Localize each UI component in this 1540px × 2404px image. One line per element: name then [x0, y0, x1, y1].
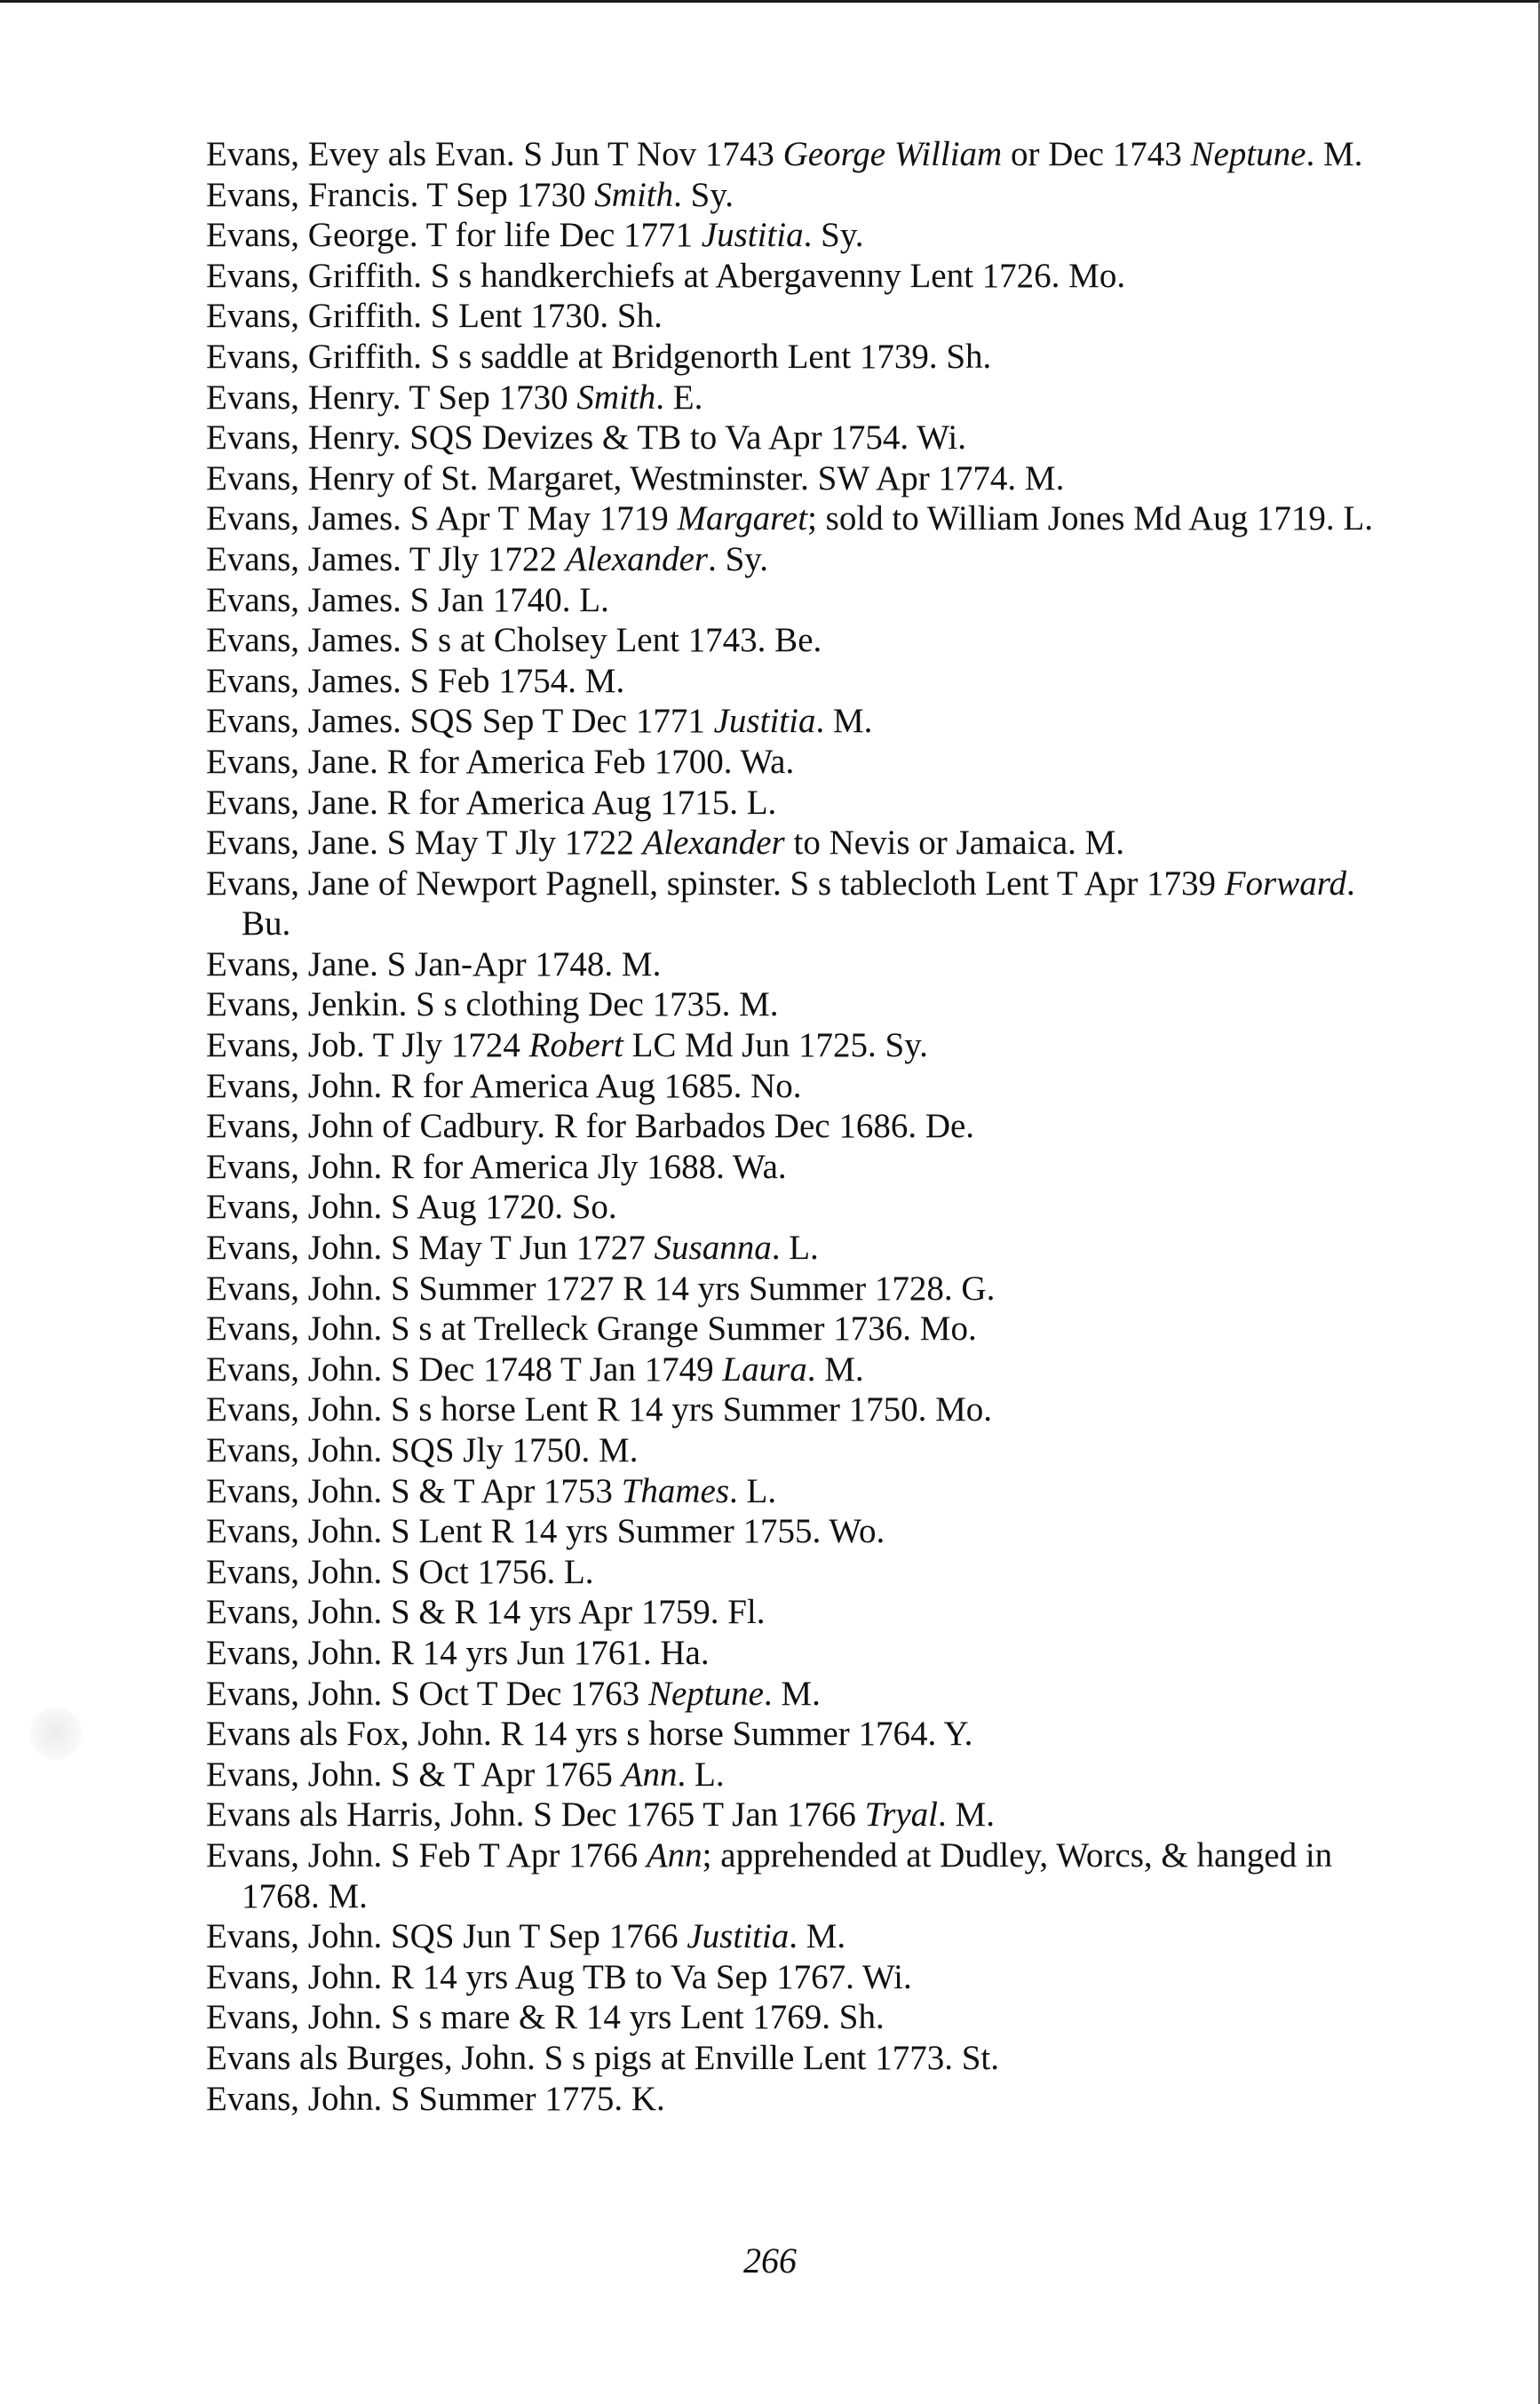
- entry-text: or Dec 1743: [1002, 135, 1191, 173]
- entry: [206, 1269, 1396, 1309]
- entry: [206, 1106, 1396, 1147]
- ship-name: Robert: [528, 1026, 623, 1065]
- entry-text: ; sold to William Jones Md Aug 1719. L.: [807, 499, 1373, 538]
- entry-text: . Bu.: [242, 864, 1355, 943]
- entry: [206, 378, 1396, 418]
- entry-text: . E.: [655, 378, 703, 417]
- entry-text: Evans, John. S Summer 1775. K.: [206, 2079, 665, 2118]
- entry-text: Evans, John. SQS Jly 1750. M.: [206, 1431, 639, 1469]
- ship-name: Justitia: [713, 702, 816, 741]
- entry-text: Evans, James. SQS Sep T Dec 1771: [206, 702, 714, 741]
- entry: [206, 337, 1396, 378]
- entry-text: . Sy.: [673, 175, 734, 214]
- entry: [206, 134, 1396, 175]
- ship-name: Alexander: [565, 539, 709, 578]
- entry-text: Evans, John. S May T Jun 1727: [206, 1229, 655, 1268]
- entry-list: [206, 134, 1396, 2119]
- entry-text: Evans, James. T Jly 1722: [206, 539, 566, 578]
- ship-name: Ann: [646, 1835, 703, 1875]
- entry-text: Evans, Jane. R for America Feb 1700. Wa.: [206, 742, 795, 781]
- ship-name: Neptune: [1190, 135, 1306, 173]
- entry-text: Evans, Jenkin. S s clothing Dec 1735. M.: [206, 985, 779, 1024]
- entry: [206, 418, 1396, 458]
- entry: [206, 498, 1396, 539]
- entry-text: Evans, Francis. T Sep 1730: [206, 175, 595, 214]
- entry-text: . M.: [806, 1349, 864, 1389]
- entry-text: . L.: [729, 1471, 777, 1510]
- entry: [206, 458, 1396, 499]
- ship-name: Neptune: [647, 1674, 764, 1713]
- entry-text: Evans, Henry of St. Margaret, Westminster. SW Apr 1774. M.: [206, 458, 1065, 498]
- ship-name: Margaret: [677, 499, 808, 538]
- entry: [206, 944, 1396, 985]
- entry: [206, 1025, 1396, 1066]
- entry-text: Evans, Griffith. S s handkerchiefs at Abergavenny Lent 1726. Mo.: [206, 256, 1126, 295]
- entry-text: Evans, Griffith. S s saddle at Bridgenorth Lent 1739. Sh.: [206, 337, 992, 376]
- entry: [206, 1835, 1396, 1916]
- ship-name: Ann: [621, 1755, 678, 1794]
- entry-text: to Nevis or Jamaica. M.: [784, 824, 1125, 863]
- ship-name: Justitia: [701, 216, 804, 255]
- ship-name: Alexander: [642, 824, 785, 863]
- entry: [206, 1511, 1396, 1552]
- entry: [206, 539, 1396, 580]
- ship-name: Laura: [722, 1349, 807, 1389]
- entry: [206, 864, 1396, 944]
- entry-text: . M.: [763, 1674, 821, 1713]
- ship-name: Justitia: [687, 1917, 790, 1956]
- entry: [206, 2038, 1396, 2079]
- entry: [206, 215, 1396, 256]
- entry-text: Evans, James. S Apr T May 1719: [206, 499, 678, 538]
- entry-text: . M.: [938, 1795, 995, 1835]
- ship-name: George William: [782, 135, 1003, 173]
- entry-text: Evans, John. S Oct T Dec 1763: [206, 1674, 648, 1713]
- entry-text: Evans, John. S & T Apr 1753: [206, 1471, 622, 1510]
- entry-text: Evans als Harris, John. S Dec 1765 T Jan 1766: [206, 1795, 865, 1835]
- entry-text: Evans, James. S Feb 1754. M.: [206, 661, 625, 700]
- entry-text: ; apprehended at Dudley, Worcs, & hanged in 1768. M.: [242, 1835, 1333, 1915]
- entry-text: Evans, George. T for life Dec 1771: [206, 216, 702, 255]
- entry: [206, 1471, 1396, 1512]
- entry-text: Evans, John of Cadbury. R for Barbados Dec 1686. De.: [206, 1107, 975, 1146]
- entry-text: Evans als Fox, John. R 14 yrs s horse Summer 1764. Y.: [206, 1715, 973, 1754]
- entry-text: Evans, Griffith. S Lent 1730. Sh.: [206, 297, 663, 336]
- entry-text: Evans, Jane. S May T Jly 1722: [206, 824, 643, 863]
- entry: [206, 1674, 1396, 1715]
- entry-text: Evans, Henry. SQS Devizes & TB to Va Apr 1754. Wi.: [206, 418, 967, 458]
- entry-text: . M.: [815, 702, 873, 741]
- page-number: 266: [743, 2241, 797, 2281]
- entry: [206, 1755, 1396, 1795]
- entry-text: Evans als Burges, John. S s pigs at Enville Lent 1773. St.: [206, 2038, 1000, 2077]
- entry-text: Evans, John. S Aug 1720. So.: [206, 1188, 617, 1227]
- entry-text: Evans, Jane. S Jan-Apr 1748. M.: [206, 944, 662, 983]
- entry: [206, 701, 1396, 742]
- entry: [206, 256, 1396, 297]
- entry: [206, 1552, 1396, 1593]
- entry-text: LC Md Jun 1725. Sy.: [623, 1026, 928, 1065]
- entry-text: Evans, Evey als Evan. S Jun T Nov 1743: [206, 135, 783, 173]
- entry-text: Evans, James. S Jan 1740. L.: [206, 580, 609, 619]
- entry-text: Evans, Job. T Jly 1724: [206, 1026, 529, 1065]
- entry-text: Evans, John. S Feb T Apr 1766: [206, 1835, 647, 1875]
- entry: [206, 1349, 1396, 1390]
- entry: [206, 783, 1396, 824]
- ship-name: Thames: [621, 1471, 730, 1510]
- entry-text: . L.: [771, 1229, 819, 1268]
- entry: [206, 1795, 1396, 1835]
- entry: [206, 1997, 1396, 2038]
- entry-text: Evans, John. S s horse Lent R 14 yrs Summer 1750. Mo.: [206, 1390, 993, 1429]
- ship-name: Forward: [1224, 864, 1346, 903]
- entry: [206, 1228, 1396, 1269]
- entry-text: . L.: [677, 1755, 725, 1794]
- ship-name: Smith: [576, 378, 656, 417]
- entry: [206, 1633, 1396, 1674]
- ship-name: Susanna: [654, 1229, 772, 1268]
- entry: [206, 1147, 1396, 1188]
- paper-smudge: [30, 1707, 82, 1760]
- entry-text: Evans, John. R 14 yrs Aug TB to Va Sep 1767. Wi.: [206, 1957, 912, 1996]
- entry-text: Evans, John. S Oct 1756. L.: [206, 1552, 594, 1591]
- entry: [206, 620, 1396, 661]
- entry-text: Evans, John. S Dec 1748 T Jan 1749: [206, 1349, 723, 1389]
- entry: [206, 1389, 1396, 1430]
- entry: [206, 1309, 1396, 1349]
- entry-text: Evans, John. S & R 14 yrs Apr 1759. Fl.: [206, 1593, 766, 1632]
- entry: [206, 296, 1396, 337]
- entry-text: Evans, James. S s at Cholsey Lent 1743. Be.: [206, 621, 822, 660]
- entry: [206, 1714, 1396, 1755]
- entry: [206, 175, 1396, 216]
- entry-text: Evans, John. S & T Apr 1765: [206, 1755, 622, 1794]
- entry-text: Evans, Jane of Newport Pagnell, spinster. S s tablecloth Lent T Apr 1739: [206, 864, 1225, 903]
- entry: [206, 742, 1396, 783]
- entry-text: Evans, John. S Summer 1727 R 14 yrs Summer 1728. G.: [206, 1269, 996, 1308]
- entry-text: . Sy.: [708, 539, 768, 578]
- entry: [206, 823, 1396, 864]
- entry: [206, 1187, 1396, 1228]
- entry-text: Evans, John. R for America Aug 1685. No.: [206, 1066, 802, 1105]
- entry-text: . M.: [789, 1917, 846, 1956]
- entry: [206, 1957, 1396, 1998]
- ship-name: Tryal: [864, 1795, 939, 1835]
- entry-text: Evans, Jane. R for America Aug 1715. L.: [206, 783, 777, 822]
- entry: [206, 580, 1396, 621]
- entry-text: Evans, John. S s mare & R 14 yrs Lent 1769. Sh.: [206, 1998, 885, 2037]
- entry-text: . Sy.: [803, 216, 864, 255]
- entry: [206, 1066, 1396, 1107]
- entry-text: Evans, John. R for America Jly 1688. Wa.: [206, 1147, 787, 1186]
- entry-text: Evans, John. SQS Jun T Sep 1766: [206, 1917, 687, 1956]
- entry: [206, 1916, 1396, 1957]
- entry: [206, 1592, 1396, 1633]
- entry-text: Evans, Henry. T Sep 1730: [206, 378, 577, 417]
- entry: [206, 984, 1396, 1025]
- entry: [206, 661, 1396, 702]
- entry: [206, 1430, 1396, 1471]
- ship-name: Smith: [594, 175, 674, 214]
- entry-text: Evans, John. S s at Trelleck Grange Summer 1736. Mo.: [206, 1309, 977, 1349]
- entry-text: Evans, John. S Lent R 14 yrs Summer 1755. Wo.: [206, 1512, 885, 1551]
- entry-text: Evans, John. R 14 yrs Jun 1761. Ha.: [206, 1633, 710, 1672]
- entry-text: . M.: [1306, 135, 1363, 173]
- entry: [206, 2079, 1396, 2120]
